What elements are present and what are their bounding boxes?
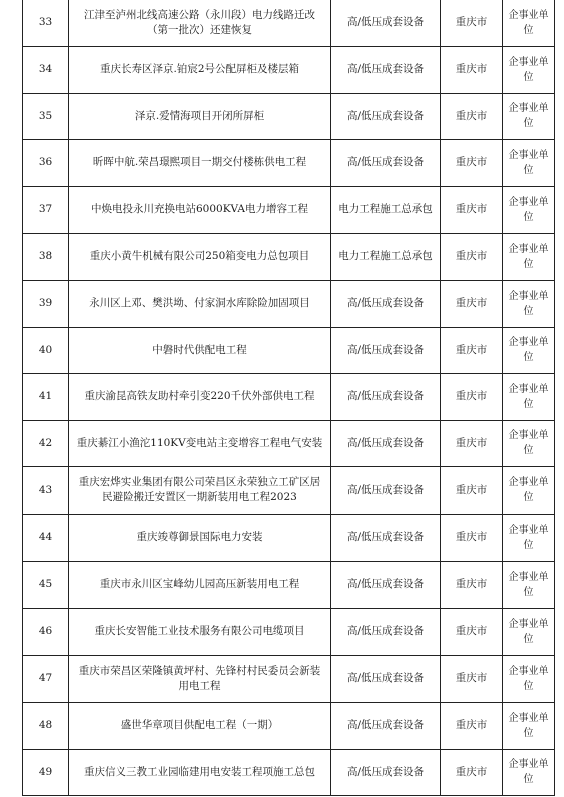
project-category: 高/低压成套设备 bbox=[331, 420, 441, 466]
row-number: 33 bbox=[23, 0, 69, 46]
row-number: 45 bbox=[23, 561, 69, 608]
project-name: 重庆綦江小渔沱110KV变电站主变增容工程电气安装 bbox=[69, 420, 331, 466]
project-category: 高/低压成套设备 bbox=[331, 327, 441, 373]
client-type: 企事业单位 bbox=[503, 233, 555, 280]
project-category: 高/低压成套设备 bbox=[331, 46, 441, 93]
row-number: 43 bbox=[23, 466, 69, 514]
project-category: 高/低压成套设备 bbox=[331, 466, 441, 514]
project-city: 重庆市 bbox=[441, 93, 503, 139]
project-name: 重庆渝昆高铁友助村牵引变220千伏外部供电工程 bbox=[69, 373, 331, 420]
project-city: 重庆市 bbox=[441, 233, 503, 280]
project-category: 电力工程施工总承包 bbox=[331, 186, 441, 233]
client-type: 企事业单位 bbox=[503, 186, 555, 233]
row-number: 35 bbox=[23, 93, 69, 139]
project-city: 重庆市 bbox=[441, 46, 503, 93]
project-category: 高/低压成套设备 bbox=[331, 373, 441, 420]
project-category: 高/低压成套设备 bbox=[331, 93, 441, 139]
project-name: 永川区上邓、樊洪坳、付家洞水库除险加固项目 bbox=[69, 280, 331, 327]
project-name: 江津至泸州北线高速公路（永川段）电力线路迁改（第一批次）还建恢复 bbox=[69, 0, 331, 46]
project-name: 重庆市荣昌区荣隆镇黄坪村、先锋村村民委员会新装用电工程 bbox=[69, 655, 331, 702]
row-number: 44 bbox=[23, 514, 69, 561]
client-type: 企事业单位 bbox=[503, 280, 555, 327]
table-row bbox=[23, 46, 555, 93]
project-name: 重庆竣尊御景国际电力安装 bbox=[69, 514, 331, 561]
client-type: 企事业单位 bbox=[503, 46, 555, 93]
project-city: 重庆市 bbox=[441, 466, 503, 514]
project-name: 重庆信义三教工业园临建用电安装工程项施工总包 bbox=[69, 749, 331, 795]
table-row bbox=[23, 280, 555, 327]
project-city: 重庆市 bbox=[441, 702, 503, 749]
client-type: 企事业单位 bbox=[503, 139, 555, 186]
project-name: 重庆小黄牛机械有限公司250箱变电力总包项目 bbox=[69, 233, 331, 280]
project-category: 高/低压成套设备 bbox=[331, 608, 441, 655]
project-name: 昕晖中航.荣昌璟熙项目一期交付楼栋供电工程 bbox=[69, 139, 331, 186]
table-row bbox=[23, 233, 555, 280]
table-row bbox=[23, 561, 555, 608]
project-name: 盛世华章项目供配电工程（一期） bbox=[69, 702, 331, 749]
project-name: 泽京.爱情海项目开闭所屏柜 bbox=[69, 93, 331, 139]
project-name: 重庆长寿区泽京.铂宸2号公配屏柜及楼层箱 bbox=[69, 46, 331, 93]
client-type: 企事业单位 bbox=[503, 608, 555, 655]
row-number: 37 bbox=[23, 186, 69, 233]
row-number: 47 bbox=[23, 655, 69, 702]
project-category: 高/低压成套设备 bbox=[331, 280, 441, 327]
client-type: 企事业单位 bbox=[503, 327, 555, 373]
row-number: 36 bbox=[23, 139, 69, 186]
project-category: 高/低压成套设备 bbox=[331, 561, 441, 608]
project-city: 重庆市 bbox=[441, 327, 503, 373]
table-row bbox=[23, 749, 555, 795]
row-number: 40 bbox=[23, 327, 69, 373]
client-type: 企事业单位 bbox=[503, 749, 555, 795]
project-city: 重庆市 bbox=[441, 0, 503, 46]
row-number: 46 bbox=[23, 608, 69, 655]
table-row bbox=[23, 514, 555, 561]
client-type: 企事业单位 bbox=[503, 561, 555, 608]
client-type: 企事业单位 bbox=[503, 466, 555, 514]
row-number: 48 bbox=[23, 702, 69, 749]
row-number: 38 bbox=[23, 233, 69, 280]
client-type: 企事业单位 bbox=[503, 93, 555, 139]
row-number: 49 bbox=[23, 749, 69, 795]
table-row bbox=[23, 327, 555, 373]
table-row bbox=[23, 0, 555, 46]
project-table bbox=[22, 0, 555, 796]
client-type: 企事业单位 bbox=[503, 514, 555, 561]
project-city: 重庆市 bbox=[441, 139, 503, 186]
project-city: 重庆市 bbox=[441, 280, 503, 327]
project-name: 重庆宏烨实业集团有限公司荣昌区永荣独立工矿区居民避险搬迁安置区一期新装用电工程2023 bbox=[69, 466, 331, 514]
project-name: 中磐时代供配电工程 bbox=[69, 327, 331, 373]
project-table-body bbox=[23, 0, 555, 795]
project-category: 高/低压成套设备 bbox=[331, 655, 441, 702]
project-city: 重庆市 bbox=[441, 749, 503, 795]
row-number: 41 bbox=[23, 373, 69, 420]
table-row bbox=[23, 373, 555, 420]
client-type: 企事业单位 bbox=[503, 655, 555, 702]
project-name: 重庆长安智能工业技术服务有限公司电缆项目 bbox=[69, 608, 331, 655]
project-name: 重庆市永川区宝峰幼儿园高压新装用电工程 bbox=[69, 561, 331, 608]
project-city: 重庆市 bbox=[441, 186, 503, 233]
project-city: 重庆市 bbox=[441, 608, 503, 655]
project-city: 重庆市 bbox=[441, 420, 503, 466]
table-row bbox=[23, 139, 555, 186]
table-row bbox=[23, 93, 555, 139]
project-category: 高/低压成套设备 bbox=[331, 139, 441, 186]
table-row bbox=[23, 420, 555, 466]
table-row bbox=[23, 655, 555, 702]
project-city: 重庆市 bbox=[441, 373, 503, 420]
project-name: 中焕电投永川充换电站6000KVA电力增容工程 bbox=[69, 186, 331, 233]
client-type: 企事业单位 bbox=[503, 420, 555, 466]
row-number: 39 bbox=[23, 280, 69, 327]
project-city: 重庆市 bbox=[441, 655, 503, 702]
client-type: 企事业单位 bbox=[503, 702, 555, 749]
row-number: 42 bbox=[23, 420, 69, 466]
project-city: 重庆市 bbox=[441, 561, 503, 608]
project-category: 高/低压成套设备 bbox=[331, 514, 441, 561]
project-city: 重庆市 bbox=[441, 514, 503, 561]
client-type: 企事业单位 bbox=[503, 0, 555, 46]
project-category: 高/低压成套设备 bbox=[331, 702, 441, 749]
table-row bbox=[23, 466, 555, 514]
client-type: 企事业单位 bbox=[503, 373, 555, 420]
project-category: 电力工程施工总承包 bbox=[331, 233, 441, 280]
row-number: 34 bbox=[23, 46, 69, 93]
table-row bbox=[23, 702, 555, 749]
table-row bbox=[23, 608, 555, 655]
project-category: 高/低压成套设备 bbox=[331, 0, 441, 46]
table-row bbox=[23, 186, 555, 233]
project-category: 高/低压成套设备 bbox=[331, 749, 441, 795]
